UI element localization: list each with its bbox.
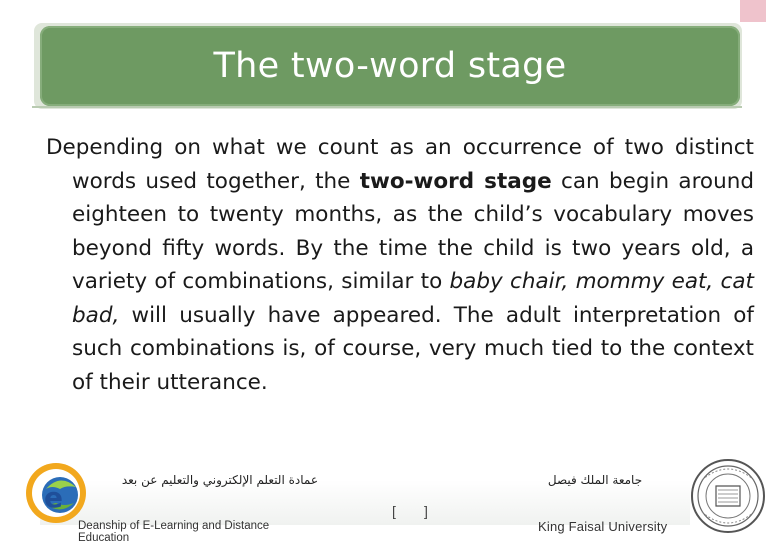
title-divider [32, 106, 742, 108]
bracket-right: ] [424, 503, 428, 519]
body-bold-term: two-word stage [359, 168, 552, 194]
university-english-name: King Faisal University [538, 519, 668, 534]
accent-strip [740, 0, 766, 22]
king-faisal-university-seal-icon [676, 456, 776, 540]
body-text-part3: will usually have appeared. The adult interpretation of such combinations is, of course, very much tied to the context of their utterance. [72, 302, 754, 395]
slide-body [46, 131, 754, 399]
university-arabic-name: جامعة الملك فيصل [547, 473, 643, 487]
svg-text:e: e [44, 481, 63, 514]
deanship-arabic-name: عمادة التعلم الإلكتروني والتعليم عن بعد [121, 473, 318, 487]
deanship-english-name: Deanship of E-Learning and Distance Education [78, 520, 270, 544]
body-text-part2: can begin around eighteen to twenty months, as the child’s vocabulary moves beyond fifty words. By the time the child is two years old, a variety of combinations, similar to [72, 168, 754, 294]
bracket-left: [ [392, 503, 396, 519]
body-text-part1: Depending on what we count as an occurrence of two distinct words used together, the [46, 135, 754, 194]
slide-footer [0, 455, 780, 544]
slide-title: The two-word stage [213, 46, 567, 86]
title-banner [40, 26, 740, 106]
body-italic-examples: baby chair, mommy eat, cat bad, [72, 269, 754, 328]
